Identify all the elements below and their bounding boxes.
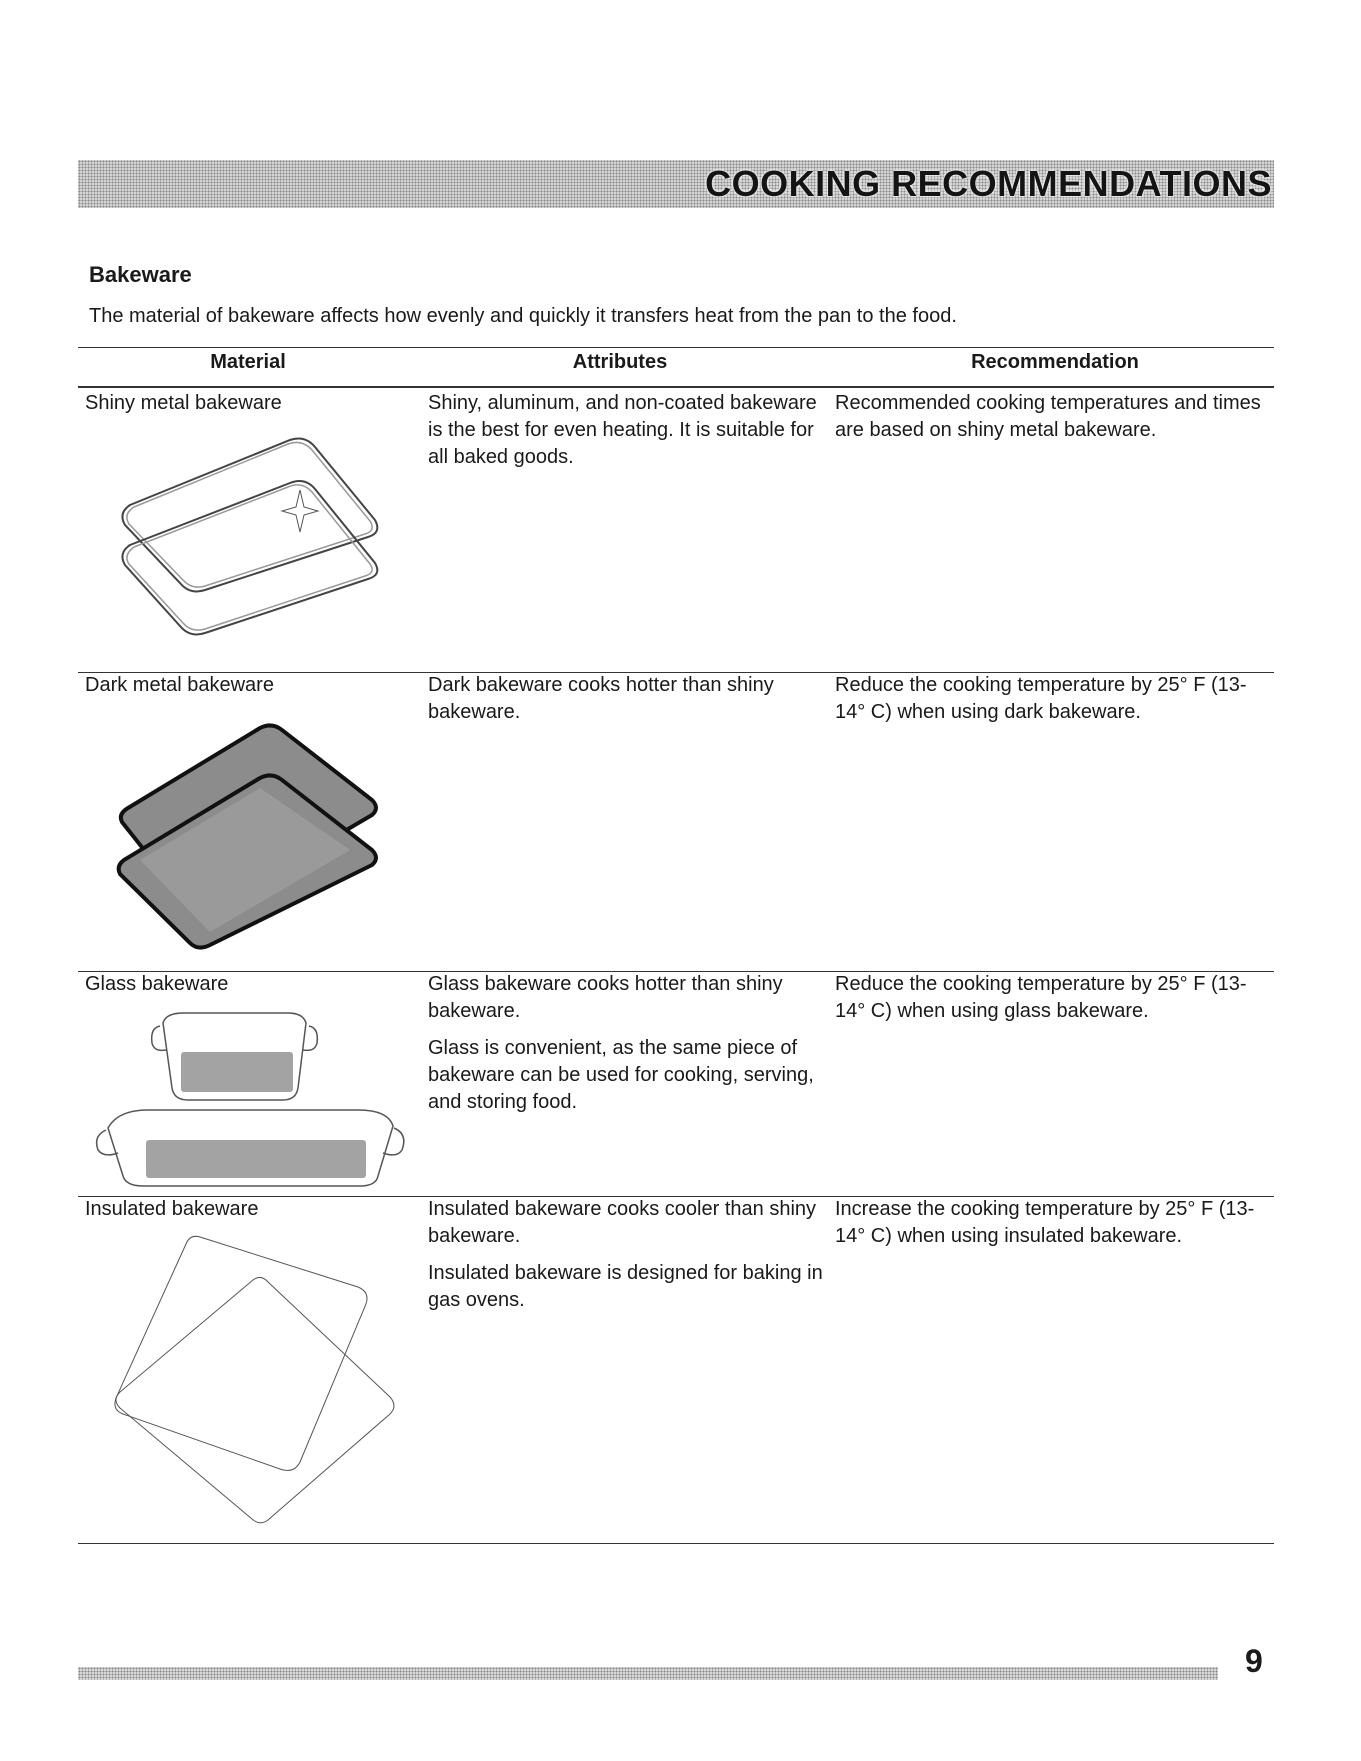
page-title: COOKING RECOMMENDATIONS — [705, 163, 1272, 204]
material-glass: Glass bakeware — [85, 973, 229, 995]
shiny-pan-icon — [110, 425, 390, 650]
attributes-glass — [428, 971, 828, 1126]
recommendation-dark: Reduce the cooking temperature by 25° F (13-14° C) when using dark bakeware. — [835, 674, 1247, 723]
recommendation-glass: Reduce the cooking temperature by 25° F (13-14° C) when using glass bakeware. — [835, 973, 1247, 1022]
recommendation-shiny: Recommended cooking temperatures and times are based on shiny metal bakeware. — [835, 392, 1261, 441]
attribute-text: Glass is convenient, as the same piece of bakeware can be used for cooking, serving, and storing food. — [428, 1037, 814, 1113]
attributes-dark — [428, 672, 828, 736]
recommendation-insulated: Increase the cooking temperature by 25° F (13-14° C) when using insulated bakeware. — [835, 1198, 1255, 1247]
attribute-text: Insulated bakeware is designed for baking in gas ovens. — [428, 1262, 823, 1311]
column-header-recommendation: Recommendation — [971, 351, 1139, 373]
table-header-rule — [78, 386, 1274, 388]
material-dark: Dark metal bakeware — [85, 674, 274, 696]
insulated-sheet-icon — [108, 1232, 408, 1532]
attribute-text: Shiny, aluminum, and non-coated bakeware is the best for even heating. It is suitable for all baked goods. — [428, 392, 817, 468]
section-heading: Bakeware — [89, 262, 192, 287]
attributes-insulated — [428, 1196, 828, 1324]
dark-pan-icon — [110, 710, 390, 955]
glass-dish-icon — [88, 1008, 418, 1193]
material-shiny: Shiny metal bakeware — [85, 392, 282, 414]
attribute-text: Dark bakeware cooks hotter than shiny bakeware. — [428, 674, 774, 723]
attribute-text: Glass bakeware cooks hotter than shiny bakeware. — [428, 973, 783, 1022]
header-band — [78, 160, 1274, 208]
footer-band — [78, 1667, 1218, 1680]
attributes-shiny — [428, 390, 828, 481]
material-insulated: Insulated bakeware — [85, 1198, 259, 1220]
column-header-material: Material — [210, 351, 286, 373]
intro-text: The material of bakeware affects how evenly and quickly it transfers heat from the pan to the food. — [89, 305, 957, 327]
column-header-attributes: Attributes — [572, 351, 668, 373]
table-bottom-rule — [78, 1543, 1274, 1544]
attribute-text: Insulated bakeware cooks cooler than shiny bakeware. — [428, 1198, 817, 1247]
page-number: 9 — [1245, 1643, 1263, 1679]
table-top-rule — [78, 347, 1274, 348]
